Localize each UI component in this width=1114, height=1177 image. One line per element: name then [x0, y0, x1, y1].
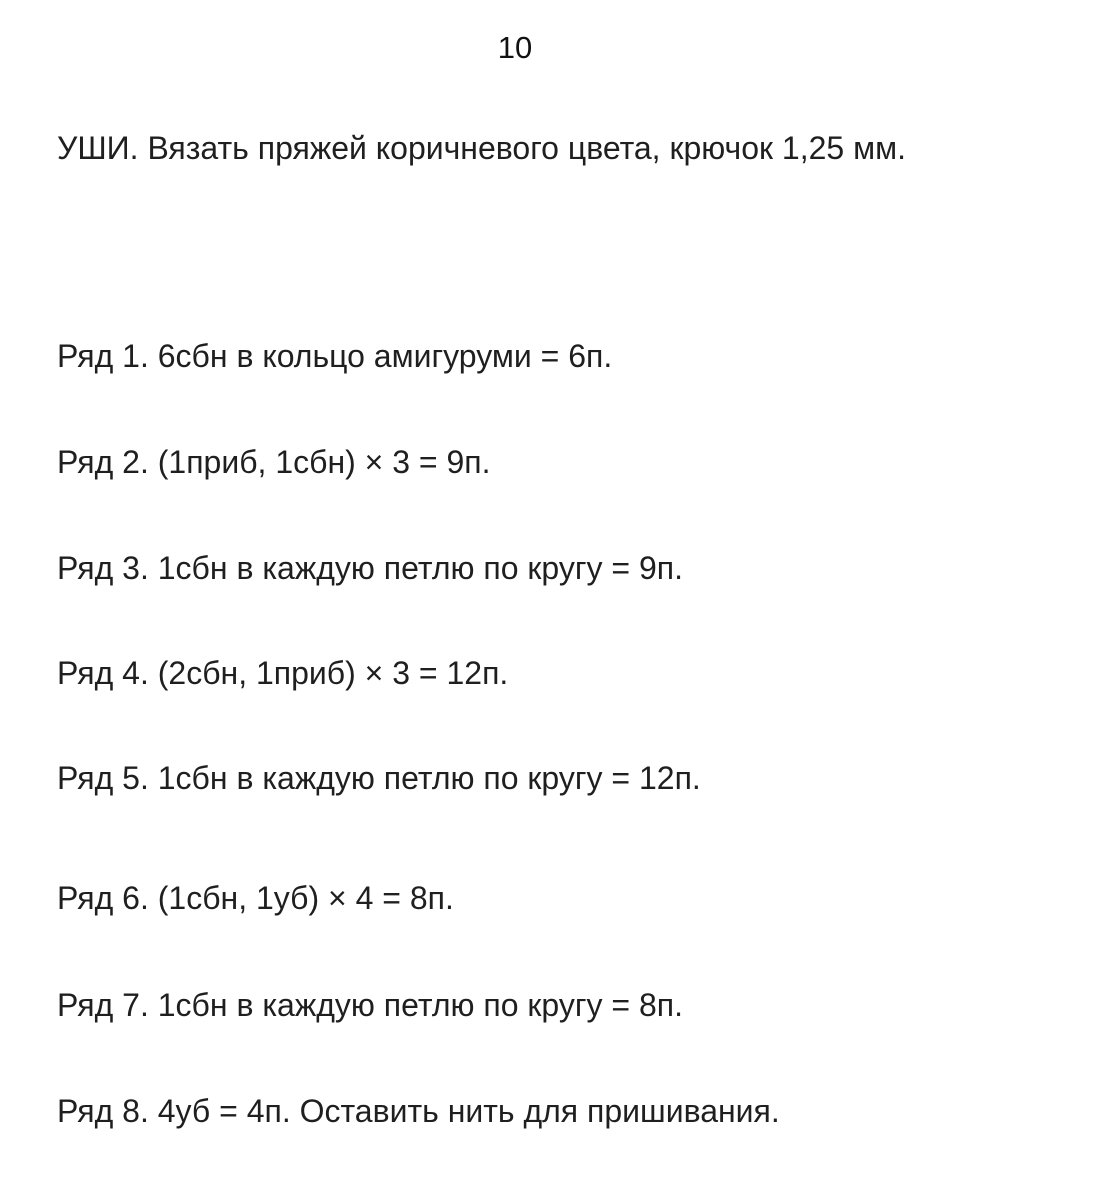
instruction-row-6: Ряд 6. (1сбн, 1уб) × 4 = 8п. [57, 880, 454, 916]
section-heading: УШИ. Вязать пряжей коричневого цвета, крючок 1,25 мм. [57, 130, 906, 166]
instruction-row-3: Ряд 3. 1сбн в каждую петлю по кругу = 9п. [57, 550, 683, 586]
instruction-row-2: Ряд 2. (1приб, 1сбн) × 3 = 9п. [57, 444, 491, 480]
instruction-row-1: Ряд 1. 6сбн в кольцо амигуруми = 6п. [57, 338, 613, 374]
instruction-row-5: Ряд 5. 1сбн в каждую петлю по кругу = 12п. [57, 760, 701, 796]
instruction-row-8: Ряд 8. 4уб = 4п. Оставить нить для пришивания. [57, 1093, 780, 1129]
instruction-row-4: Ряд 4. (2сбн, 1приб) × 3 = 12п. [57, 655, 509, 691]
page-number: 10 [497, 30, 533, 65]
instruction-row-7: Ряд 7. 1сбн в каждую петлю по кругу = 8п. [57, 987, 683, 1023]
